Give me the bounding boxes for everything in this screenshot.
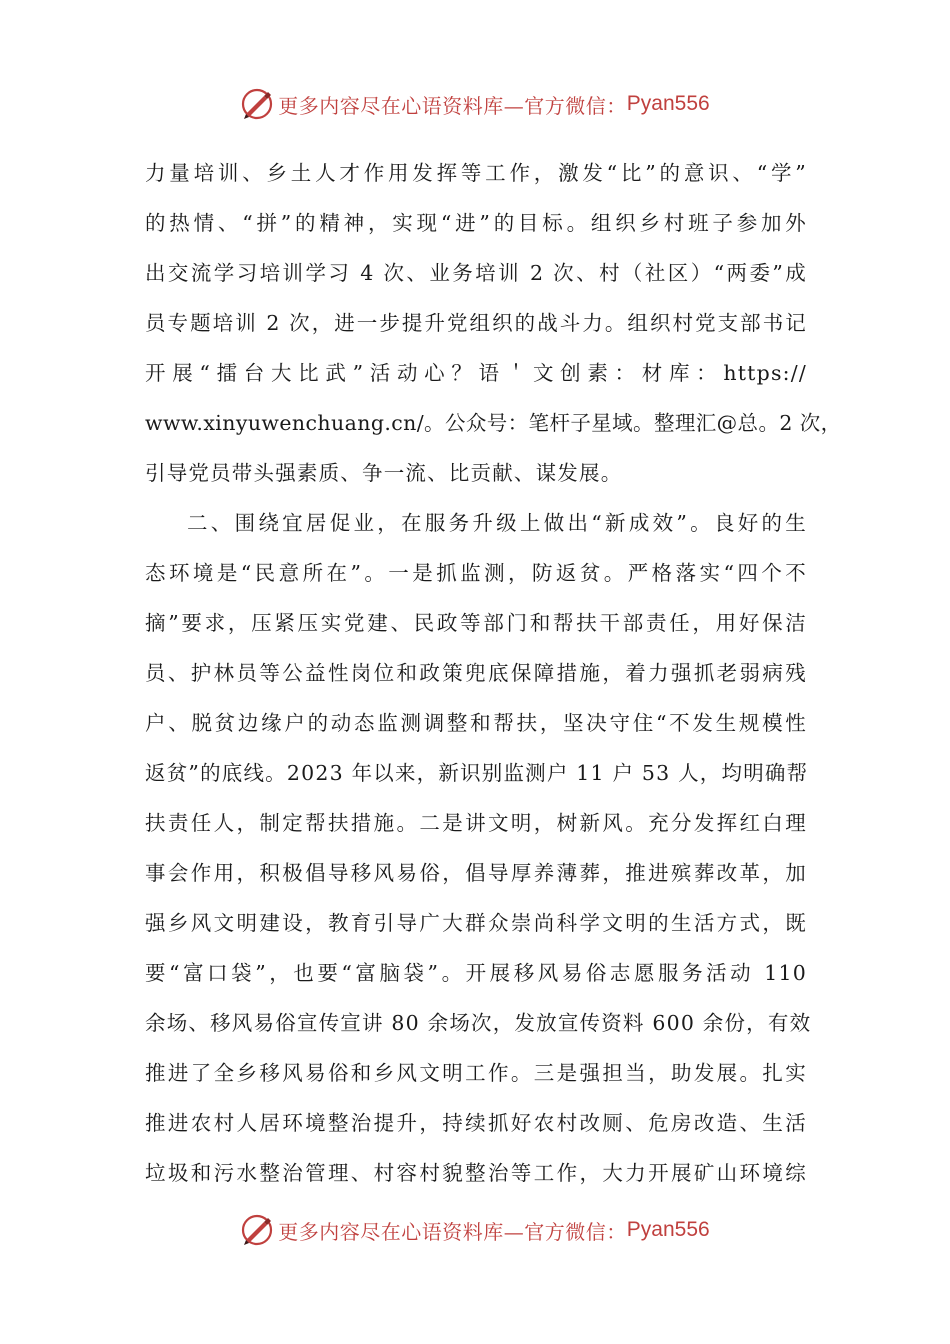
footer-banner-text: 更多内容尽在心语资料库—官方微信： [278,1219,627,1244]
header-wechat-id: Pyan556 [626,92,710,115]
body-line: 的热情、“拼”的精神，实现“进”的目标。组织乡村班子参加外 [145,211,807,235]
pen-logo-icon [240,87,274,121]
body-line: 开展“擂台大比武”活动心？语＇文创素：材库：https:// [145,361,807,385]
body-line: 返贫”的底线。2023 年以来，新识别监测户 11 户 53 人，均明确帮 [145,761,809,785]
header-banner-text: 更多内容尽在心语资料库—官方微信： [278,93,627,118]
body-line: 户、脱贫边缘户的动态监测调整和帮扶，坚决守住“不发生规模性 [145,711,807,735]
body-line: 垃圾和污水整治管理、村容村貌整治等工作，大力开展矿山环境综 [145,1161,807,1185]
body-line: 态环境是“民意所在”。一是抓监测，防返贫。严格落实“四个不 [145,561,807,585]
body-line: 出交流学习培训学习 4 次、业务培训 2 次、村（社区）“两委”成 [145,261,807,285]
document-body [145,148,842,1198]
footer-wechat-id: Pyan556 [626,1218,710,1241]
body-line: 扶责任人，制定帮扶措施。二是讲文明，树新风。充分发挥红白理 [145,811,807,835]
body-line: 推进了全乡移风易俗和乡风文明工作。三是强担当，助发展。扎实 [145,1061,807,1085]
header-banner [0,84,950,124]
body-line: 摘”要求，压紧压实党建、民政等部门和帮扶干部责任，用好保洁 [145,611,807,635]
footer-banner [0,1210,950,1250]
pen-logo-icon [240,1213,274,1247]
body-line: 余场、移风易俗宣传宣讲 80 余场次，发放宣传资料 600 余份，有效 [145,1011,812,1035]
body-line: 推进农村人居环境整治提升，持续抓好农村改厕、危房改造、生活 [145,1111,807,1135]
body-line: 事会作用，积极倡导移风易俗，倡导厚养薄葬，推进殡葬改革，加 [145,861,807,885]
body-line: 要“富口袋”，也要“富脑袋”。开展移风易俗志愿服务活动 110 [145,961,807,985]
body-line: 力量培训、乡土人才作用发挥等工作，激发“比”的意识、“学” [145,161,807,185]
body-line: 员、护林员等公益性岗位和政策兜底保障措施，着力强抓老弱病残 [145,661,807,685]
body-line: 员专题培训 2 次，进一步提升党组织的战斗力。组织村党支部书记 [145,311,807,335]
body-line: www.xinyuwenchuang.cn/。公众号：笔杆子星域。整理汇@总。2 次， [145,411,842,435]
body-line: 强乡风文明建设，教育引导广大群众崇尚科学文明的生活方式，既 [145,911,807,935]
body-line: 引导党员带头强素质、争一流、比贡献、谋发展。 [145,461,623,485]
paragraph-start-line: 二、围绕宜居促业，在服务升级上做出“新成效”。良好的生 [187,511,807,535]
